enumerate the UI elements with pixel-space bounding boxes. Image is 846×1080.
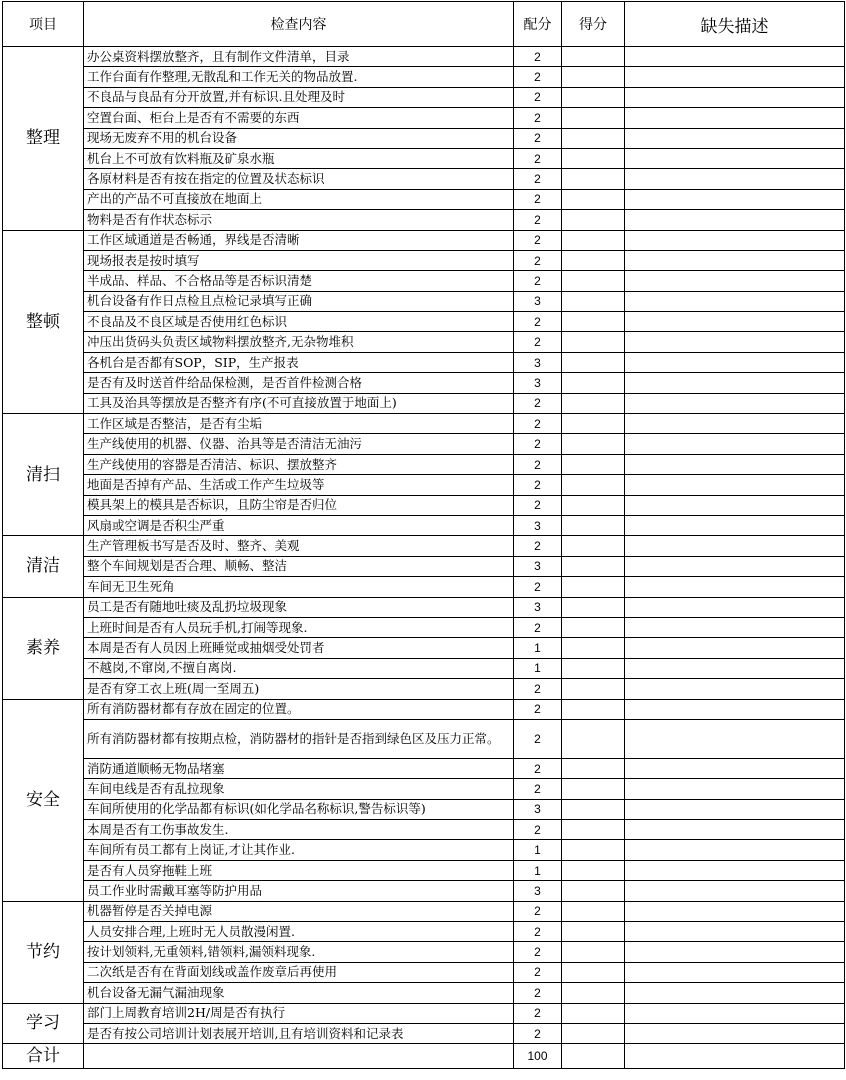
score-cell[interactable] <box>562 352 625 372</box>
table-row <box>3 617 845 637</box>
deficiency-cell[interactable] <box>625 67 845 87</box>
table-row <box>3 699 845 719</box>
deficiency-cell[interactable] <box>625 495 845 515</box>
deficiency-cell[interactable] <box>625 454 845 474</box>
table-row <box>3 108 845 128</box>
score-cell[interactable] <box>562 515 625 535</box>
deficiency-cell[interactable] <box>625 148 845 168</box>
score-cell[interactable] <box>562 638 625 658</box>
table-row <box>3 210 845 230</box>
check-item-text: 员工是否有随地吐痰及乱扔垃圾现象 <box>84 597 514 617</box>
table-row <box>3 148 845 168</box>
score-cell[interactable] <box>562 475 625 495</box>
deficiency-cell[interactable] <box>625 638 845 658</box>
deficiency-cell[interactable] <box>625 699 845 719</box>
table-row <box>3 860 845 880</box>
total-content-cell <box>84 1044 514 1069</box>
check-item-text: 所有消防器材都有按期点检，消防器材的指针是否指到绿色区及压力正常。 <box>84 719 514 758</box>
deficiency-cell[interactable] <box>625 250 845 270</box>
score-cell[interactable] <box>562 250 625 270</box>
score-cell[interactable] <box>562 658 625 678</box>
score-cell[interactable] <box>562 820 625 840</box>
deficiency-cell[interactable] <box>625 332 845 352</box>
check-item-points: 2 <box>514 128 562 148</box>
header-row <box>3 2 845 47</box>
check-item-text: 现场无废弃不用的机台设备 <box>84 128 514 148</box>
check-item-text: 办公桌资料摆放整齐，且有制作文件清单，目录 <box>84 47 514 67</box>
score-cell[interactable] <box>562 860 625 880</box>
check-item-text: 本周是否有人员因上班睡觉或抽烟受处罚者 <box>84 638 514 658</box>
deficiency-cell[interactable] <box>625 352 845 372</box>
deficiency-cell[interactable] <box>625 128 845 148</box>
deficiency-cell[interactable] <box>625 922 845 942</box>
table-row <box>3 901 845 921</box>
check-item-points: 3 <box>514 881 562 901</box>
deficiency-cell[interactable] <box>625 719 845 758</box>
check-item-points: 2 <box>514 148 562 168</box>
score-cell[interactable] <box>562 332 625 352</box>
check-item-points: 2 <box>514 922 562 942</box>
inspection-table <box>2 1 845 1069</box>
check-item-points: 2 <box>514 901 562 921</box>
section-label: 安全 <box>3 699 84 901</box>
score-cell[interactable] <box>562 679 625 699</box>
table-row <box>3 291 845 311</box>
deficiency-cell[interactable] <box>625 962 845 982</box>
total-row <box>3 1044 845 1069</box>
table-row <box>3 1023 845 1043</box>
deficiency-cell[interactable] <box>625 230 845 250</box>
deficiency-cell[interactable] <box>625 434 845 454</box>
deficiency-cell[interactable] <box>625 108 845 128</box>
table-row <box>3 67 845 87</box>
check-item-text: 上班时间是否有人员玩手机,打闹等现象. <box>84 617 514 637</box>
table-row <box>3 495 845 515</box>
deficiency-cell[interactable] <box>625 840 845 860</box>
check-item-text: 工作区域通道是否畅通，界线是否清晰 <box>84 230 514 250</box>
check-item-points: 2 <box>514 250 562 270</box>
check-item-points: 2 <box>514 47 562 67</box>
check-item-text: 机台设备无漏气漏油现象 <box>84 983 514 1003</box>
check-item-points: 2 <box>514 475 562 495</box>
deficiency-cell[interactable] <box>625 414 845 434</box>
table-row <box>3 271 845 291</box>
score-cell[interactable] <box>562 983 625 1003</box>
table-row <box>3 556 845 576</box>
table-row <box>3 799 845 819</box>
check-item-text: 物料是否有作状态标示 <box>84 210 514 230</box>
check-item-text: 工作区域是否整洁，是否有尘垢 <box>84 414 514 434</box>
deficiency-cell[interactable] <box>625 860 845 880</box>
deficiency-cell[interactable] <box>625 556 845 576</box>
check-item-points: 2 <box>514 271 562 291</box>
check-item-text: 工作台面有作整理,无散乱和工作无关的物品放置. <box>84 67 514 87</box>
check-item-points: 3 <box>514 597 562 617</box>
check-item-text: 不良品与良品有分开放置,并有标识.且处理及时 <box>84 87 514 107</box>
table-row <box>3 515 845 535</box>
table-row <box>3 658 845 678</box>
check-item-points: 2 <box>514 679 562 699</box>
check-item-points: 2 <box>514 1023 562 1043</box>
deficiency-cell[interactable] <box>625 983 845 1003</box>
total-points: 100 <box>514 1044 562 1069</box>
table-row <box>3 87 845 107</box>
deficiency-cell[interactable] <box>625 210 845 230</box>
score-cell[interactable] <box>562 393 625 413</box>
check-item-points: 2 <box>514 312 562 332</box>
check-item-text: 产出的产品不可直接放在地面上 <box>84 189 514 209</box>
check-item-points: 2 <box>514 414 562 434</box>
score-cell[interactable] <box>562 210 625 230</box>
check-item-text: 是否有按公司培训计划表展开培训,且有培训资料和记录表 <box>84 1023 514 1043</box>
score-cell[interactable] <box>562 495 625 515</box>
check-item-points: 2 <box>514 495 562 515</box>
table-row <box>3 758 845 778</box>
check-item-points: 2 <box>514 210 562 230</box>
deficiency-cell[interactable] <box>625 658 845 678</box>
score-cell[interactable] <box>562 617 625 637</box>
check-item-points: 2 <box>514 230 562 250</box>
check-item-text: 人员安排合理,上班时无人员散漫闲置. <box>84 922 514 942</box>
check-item-points: 3 <box>514 556 562 576</box>
deficiency-cell[interactable] <box>625 901 845 921</box>
table-row <box>3 820 845 840</box>
table-row <box>3 881 845 901</box>
check-item-points: 2 <box>514 87 562 107</box>
check-item-points: 2 <box>514 983 562 1003</box>
score-cell[interactable] <box>562 799 625 819</box>
deficiency-cell[interactable] <box>625 1023 845 1043</box>
score-cell[interactable] <box>562 556 625 576</box>
table-row <box>3 942 845 962</box>
check-item-text: 风扇或空调是否积尘严重 <box>84 515 514 535</box>
section-label: 清扫 <box>3 414 84 536</box>
check-item-points: 2 <box>514 577 562 597</box>
deficiency-cell[interactable] <box>625 881 845 901</box>
check-item-text: 空置台面、柜台上是否有不需要的东西 <box>84 108 514 128</box>
score-cell[interactable] <box>562 922 625 942</box>
table-row <box>3 414 845 434</box>
table-body <box>3 47 845 1044</box>
score-cell[interactable] <box>562 434 625 454</box>
table-row <box>3 983 845 1003</box>
table-row <box>3 47 845 67</box>
check-item-points: 2 <box>514 189 562 209</box>
header-deficiency: 缺失描述 <box>625 2 845 47</box>
check-item-points: 2 <box>514 699 562 719</box>
deficiency-cell[interactable] <box>625 597 845 617</box>
section-label: 整理 <box>3 47 84 231</box>
table-row <box>3 352 845 372</box>
check-item-points: 1 <box>514 638 562 658</box>
table-row <box>3 250 845 270</box>
table-row <box>3 638 845 658</box>
total-label: 合计 <box>3 1044 84 1069</box>
deficiency-cell[interactable] <box>625 475 845 495</box>
table-row <box>3 840 845 860</box>
check-item-text: 是否有穿工衣上班(周一至周五) <box>84 679 514 699</box>
check-item-text: 车间所有员工都有上岗证,才让其作业. <box>84 840 514 860</box>
table-row <box>3 189 845 209</box>
check-item-text: 按计划领料,无重领料,错领料,漏领料现象. <box>84 942 514 962</box>
check-item-text: 机台设备有作日点检且点检记录填写正确 <box>84 291 514 311</box>
table-row <box>3 597 845 617</box>
check-item-text: 生产管理板书写是否及时、整齐、美观 <box>84 536 514 556</box>
deficiency-cell[interactable] <box>625 758 845 778</box>
check-item-text: 各机台是否都有SOP，SIP，生产报表 <box>84 352 514 372</box>
check-item-points: 3 <box>514 352 562 372</box>
score-cell[interactable] <box>562 230 625 250</box>
check-item-points: 2 <box>514 454 562 474</box>
score-cell[interactable] <box>562 719 625 758</box>
table-row <box>3 475 845 495</box>
total-score-cell[interactable] <box>562 1044 625 1069</box>
score-cell[interactable] <box>562 67 625 87</box>
check-item-points: 2 <box>514 779 562 799</box>
deficiency-cell[interactable] <box>625 942 845 962</box>
check-item-text: 机台上不可放有饮料瓶及矿泉水瓶 <box>84 148 514 168</box>
check-item-points: 2 <box>514 617 562 637</box>
deficiency-cell[interactable] <box>625 779 845 799</box>
section-label: 清洁 <box>3 536 84 597</box>
check-item-text: 生产线使用的容器是否清洁、标识、摆放整齐 <box>84 454 514 474</box>
check-item-text: 员工作业时需戴耳塞等防护用品 <box>84 881 514 901</box>
score-cell[interactable] <box>562 189 625 209</box>
check-item-text: 车间电线是否有乱拉现象 <box>84 779 514 799</box>
table-row <box>3 332 845 352</box>
deficiency-cell[interactable] <box>625 87 845 107</box>
deficiency-cell[interactable] <box>625 189 845 209</box>
check-item-points: 3 <box>514 373 562 393</box>
score-cell[interactable] <box>562 373 625 393</box>
check-item-text: 模具架上的模具是否标识，且防尘帘是否归位 <box>84 495 514 515</box>
check-item-text: 部门上周教育培训2H/周是否有执行 <box>84 1003 514 1023</box>
deficiency-cell[interactable] <box>625 617 845 637</box>
score-cell[interactable] <box>562 271 625 291</box>
check-item-text: 是否有及时送首件给品保检测，是否首件检测合格 <box>84 373 514 393</box>
deficiency-cell[interactable] <box>625 820 845 840</box>
score-cell[interactable] <box>562 597 625 617</box>
score-cell[interactable] <box>562 577 625 597</box>
table-row <box>3 679 845 699</box>
score-cell[interactable] <box>562 962 625 982</box>
deficiency-cell[interactable] <box>625 799 845 819</box>
table-row <box>3 169 845 189</box>
deficiency-cell[interactable] <box>625 47 845 67</box>
check-item-points: 2 <box>514 393 562 413</box>
score-cell[interactable] <box>562 1003 625 1023</box>
deficiency-cell[interactable] <box>625 679 845 699</box>
check-item-points: 3 <box>514 291 562 311</box>
check-item-points: 2 <box>514 67 562 87</box>
section-label: 整顿 <box>3 230 84 414</box>
check-item-points: 1 <box>514 658 562 678</box>
table-row <box>3 536 845 556</box>
score-cell[interactable] <box>562 414 625 434</box>
check-item-points: 2 <box>514 332 562 352</box>
deficiency-cell[interactable] <box>625 271 845 291</box>
deficiency-cell[interactable] <box>625 373 845 393</box>
deficiency-cell[interactable] <box>625 169 845 189</box>
deficiency-cell[interactable] <box>625 291 845 311</box>
score-cell[interactable] <box>562 169 625 189</box>
check-item-text: 本周是否有工伤事故发生. <box>84 820 514 840</box>
check-item-points: 2 <box>514 434 562 454</box>
check-item-text: 车间无卫生死角 <box>84 577 514 597</box>
check-item-points: 1 <box>514 840 562 860</box>
check-item-text: 整个车间规划是否合理、顺畅、整洁 <box>84 556 514 576</box>
check-item-points: 2 <box>514 820 562 840</box>
check-item-points: 2 <box>514 942 562 962</box>
total-deficiency-cell[interactable] <box>625 1044 845 1069</box>
score-cell[interactable] <box>562 536 625 556</box>
score-cell[interactable] <box>562 840 625 860</box>
table-row <box>3 577 845 597</box>
table-row <box>3 393 845 413</box>
check-item-text: 不良品及不良区域是否使用红色标识 <box>84 312 514 332</box>
check-item-points: 2 <box>514 719 562 758</box>
check-item-text: 现场报表是按时填写 <box>84 250 514 270</box>
check-item-text: 是否有人员穿拖鞋上班 <box>84 860 514 880</box>
check-item-text: 消防通道顺畅无物品堵塞 <box>84 758 514 778</box>
check-item-text: 半成品、样品、不合格品等是否标识清楚 <box>84 271 514 291</box>
check-item-text: 机器暂停是否关掉电源 <box>84 901 514 921</box>
score-cell[interactable] <box>562 312 625 332</box>
check-item-text: 工具及治具等摆放是否整齐有序(不可直接放置于地面上) <box>84 393 514 413</box>
score-cell[interactable] <box>562 108 625 128</box>
deficiency-cell[interactable] <box>625 515 845 535</box>
check-item-points: 3 <box>514 799 562 819</box>
deficiency-cell[interactable] <box>625 577 845 597</box>
score-cell[interactable] <box>562 1023 625 1043</box>
check-item-points: 2 <box>514 758 562 778</box>
score-cell[interactable] <box>562 291 625 311</box>
table-row <box>3 719 845 758</box>
check-item-points: 3 <box>514 515 562 535</box>
table-row <box>3 779 845 799</box>
check-item-text: 生产线使用的机器、仪器、治具等是否清洁无油污 <box>84 434 514 454</box>
table-row <box>3 1003 845 1023</box>
table-row <box>3 962 845 982</box>
score-cell[interactable] <box>562 148 625 168</box>
check-item-text: 冲压出货码头负责区域物料摆放整齐,无杂物堆积 <box>84 332 514 352</box>
table-row <box>3 454 845 474</box>
check-item-text: 所有消防器材都有存放在固定的位置。 <box>84 699 514 719</box>
check-item-points: 1 <box>514 860 562 880</box>
header-category: 项目 <box>3 2 84 47</box>
score-cell[interactable] <box>562 699 625 719</box>
deficiency-cell[interactable] <box>625 536 845 556</box>
deficiency-cell[interactable] <box>625 312 845 332</box>
check-item-points: 2 <box>514 962 562 982</box>
check-item-text: 地面是否掉有产品、生活或工作产生垃圾等 <box>84 475 514 495</box>
table-row <box>3 434 845 454</box>
header-score: 得分 <box>562 2 625 47</box>
score-cell[interactable] <box>562 47 625 67</box>
check-item-points: 2 <box>514 169 562 189</box>
score-cell[interactable] <box>562 758 625 778</box>
check-item-text: 各原材料是否有按在指定的位置及状态标识 <box>84 169 514 189</box>
check-item-text: 不越岗,不窜岗,不擅自离岗. <box>84 658 514 678</box>
score-cell[interactable] <box>562 942 625 962</box>
table-row <box>3 922 845 942</box>
score-cell[interactable] <box>562 454 625 474</box>
score-cell[interactable] <box>562 87 625 107</box>
table-row <box>3 230 845 250</box>
check-item-points: 2 <box>514 1003 562 1023</box>
section-label: 节约 <box>3 901 84 1003</box>
header-content: 检查内容 <box>84 2 514 47</box>
table-row <box>3 312 845 332</box>
deficiency-cell[interactable] <box>625 393 845 413</box>
check-item-points: 2 <box>514 536 562 556</box>
deficiency-cell[interactable] <box>625 1003 845 1023</box>
table-row <box>3 128 845 148</box>
score-cell[interactable] <box>562 128 625 148</box>
check-item-text: 车间所使用的化学品都有标识(如化学品名称标识,警告标识等) <box>84 799 514 819</box>
section-label: 学习 <box>3 1003 84 1044</box>
check-item-text: 二次纸是否有在背面划线或盖作废章后再使用 <box>84 962 514 982</box>
table-row <box>3 373 845 393</box>
section-label: 素养 <box>3 597 84 699</box>
score-cell[interactable] <box>562 779 625 799</box>
score-cell[interactable] <box>562 901 625 921</box>
score-cell[interactable] <box>562 881 625 901</box>
header-points: 配分 <box>514 2 562 47</box>
check-item-points: 2 <box>514 108 562 128</box>
